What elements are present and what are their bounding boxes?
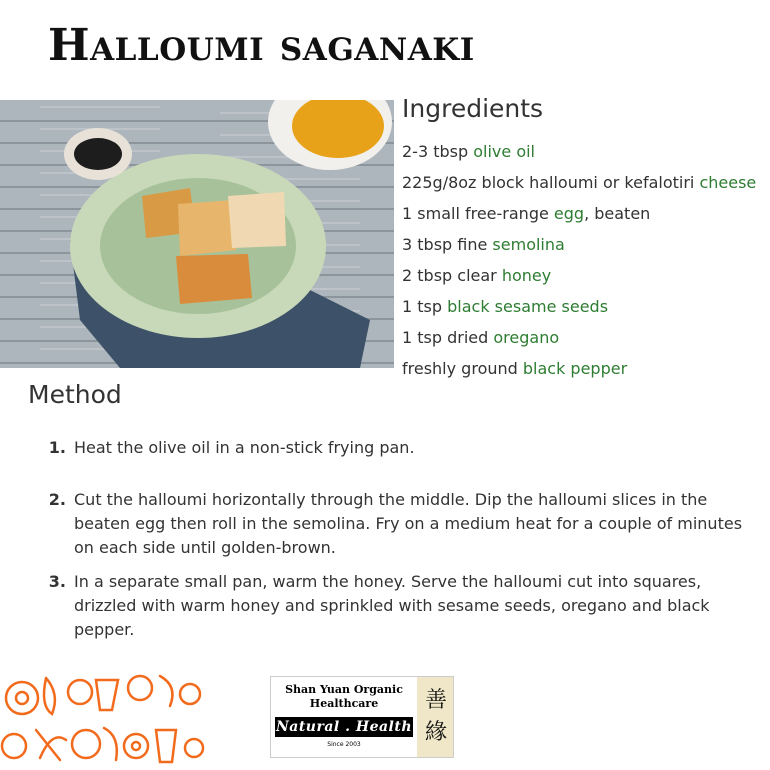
ingredient-link[interactable]: egg — [553, 204, 585, 223]
recipe-title: Halloumi saganaki — [48, 20, 475, 71]
ingredient-link[interactable]: black sesame seeds — [447, 297, 609, 316]
brand-logo — [270, 676, 454, 758]
method-steps — [40, 436, 752, 642]
method-heading: Method — [28, 380, 122, 409]
ingredient-item: 2-3 tbsp olive oil — [402, 142, 535, 161]
logo-company-name: Shan Yuan Organic Healthcare — [285, 683, 403, 710]
ingredient-link[interactable]: honey — [501, 266, 552, 285]
method-step — [40, 570, 752, 642]
method-step — [40, 436, 752, 488]
ingredients-list — [402, 140, 770, 388]
ingredients-heading: Ingredients — [402, 94, 544, 123]
ingredient-item: 1 tsp dried oregano — [402, 328, 560, 347]
ingredient-item: 1 tsp black sesame seeds — [402, 297, 609, 316]
step-text: In a separate small pan, warm the honey. Serve the halloumi cut into squares, drizzled with warm honey and sprinkled with sesame seeds, oregano and black pepper. — [74, 572, 710, 639]
ingredient-item: 1 small free-range egg, beaten — [402, 204, 651, 223]
halloumi-photo — [0, 100, 394, 368]
logo-text-block — [271, 677, 417, 758]
logo-chinese-panel — [417, 677, 453, 758]
method-step — [40, 488, 752, 570]
step-text: Heat the olive oil in a non-stick frying pan. — [74, 438, 415, 457]
ingredient-item: freshly ground black pepper — [402, 359, 628, 378]
ingredient-item: 3 tbsp fine semolina — [402, 235, 565, 254]
step-text: Cut the halloumi horizontally through the middle. Dip the halloumi slices in the beaten egg then roll in the semolina. Fry on a medium heat for a couple of minutes on each side until golden-brown. — [74, 490, 743, 557]
step-number: 3. — [48, 572, 66, 591]
ingredient-item: 225g/8oz block halloumi or kefalotiri cheese — [402, 173, 757, 192]
step-number: 1. — [48, 438, 66, 457]
logo-tagline: Natural . Health — [275, 719, 413, 735]
logo-since: Since 2003 — [327, 741, 361, 748]
ingredient-item: 2 tbsp clear honey — [402, 266, 552, 285]
food-doodle-illustration — [0, 670, 206, 770]
ingredient-link[interactable]: olive oil — [473, 142, 535, 161]
ingredient-link[interactable]: semolina — [492, 235, 565, 254]
logo-chinese-characters: 善 緣 — [425, 688, 448, 745]
ingredient-link[interactable]: oregano — [493, 328, 560, 347]
step-number: 2. — [48, 490, 66, 509]
ingredient-link[interactable]: black pepper — [522, 359, 628, 378]
ingredient-link[interactable]: cheese — [699, 173, 757, 192]
